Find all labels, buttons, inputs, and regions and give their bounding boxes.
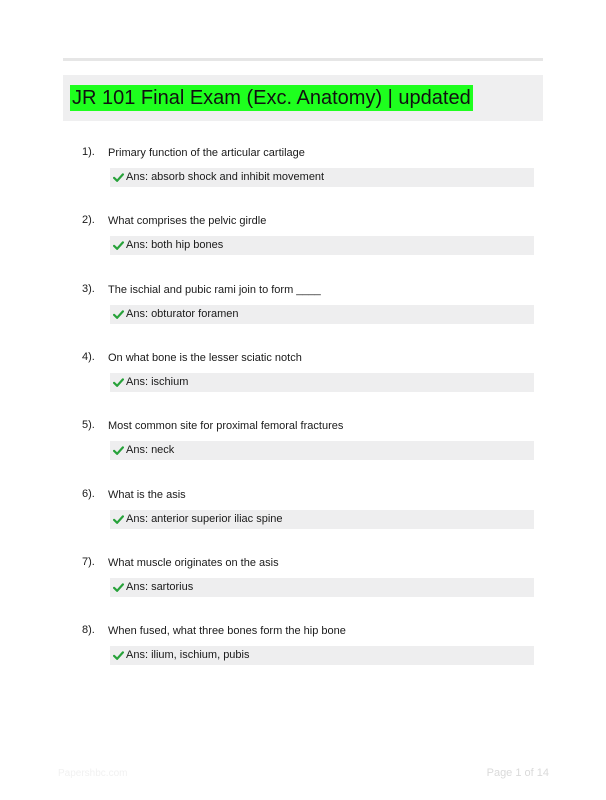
answer-text: Ans: sartorius <box>126 581 194 593</box>
question-item <box>0 350 606 410</box>
answer-box <box>110 510 534 529</box>
question-number: 5). <box>82 419 95 431</box>
check-icon <box>113 650 124 661</box>
question-item <box>0 555 606 615</box>
question-text: What is the asis <box>108 489 186 501</box>
question-number: 8). <box>82 624 95 636</box>
question-text: What comprises the pelvic girdle <box>108 215 267 227</box>
question-text: When fused, what three bones form the hip bone <box>108 625 346 637</box>
check-icon <box>113 377 124 388</box>
question-item <box>0 418 606 478</box>
question-item <box>0 145 606 205</box>
answer-text: Ans: anterior superior iliac spine <box>126 513 283 525</box>
question-item <box>0 487 606 547</box>
question-number: 4). <box>82 351 95 363</box>
question-text: The ischial and pubic rami join to form ____ <box>108 284 321 296</box>
check-icon <box>113 240 124 251</box>
answer-text: Ans: ilium, ischium, pubis <box>126 649 250 661</box>
answer-box <box>110 168 534 187</box>
question-text: Primary function of the articular cartilage <box>108 147 305 159</box>
question-number: 6). <box>82 488 95 500</box>
page-number: Page 1 of 14 <box>486 767 549 779</box>
check-icon <box>113 309 124 320</box>
answer-box <box>110 236 534 255</box>
question-number: 1). <box>82 146 95 158</box>
answer-text: Ans: neck <box>126 444 175 456</box>
top-divider <box>63 58 543 61</box>
question-item <box>0 623 606 683</box>
answer-text: Ans: absorb shock and inhibit movement <box>126 171 325 183</box>
question-number: 7). <box>82 556 95 568</box>
title-band <box>63 75 543 121</box>
answer-box <box>110 373 534 392</box>
question-item <box>0 282 606 342</box>
answer-box <box>110 305 534 324</box>
answer-box <box>110 578 534 597</box>
answer-text: Ans: both hip bones <box>126 239 224 251</box>
question-text: What muscle originates on the asis <box>108 557 279 569</box>
check-icon <box>113 514 124 525</box>
answer-text: Ans: obturator foramen <box>126 308 239 320</box>
question-item <box>0 213 606 273</box>
check-icon <box>113 445 124 456</box>
footer-watermark: Papershbc.com <box>58 768 128 779</box>
check-icon <box>113 582 124 593</box>
question-text: On what bone is the lesser sciatic notch <box>108 352 302 364</box>
question-number: 3). <box>82 283 95 295</box>
question-number: 2). <box>82 214 95 226</box>
question-text: Most common site for proximal femoral fractures <box>108 420 344 432</box>
answer-box <box>110 441 534 460</box>
page-title: JR 101 Final Exam (Exc. Anatomy) | updated <box>72 87 471 109</box>
answer-text: Ans: ischium <box>126 376 189 388</box>
answer-box <box>110 646 534 665</box>
check-icon <box>113 172 124 183</box>
